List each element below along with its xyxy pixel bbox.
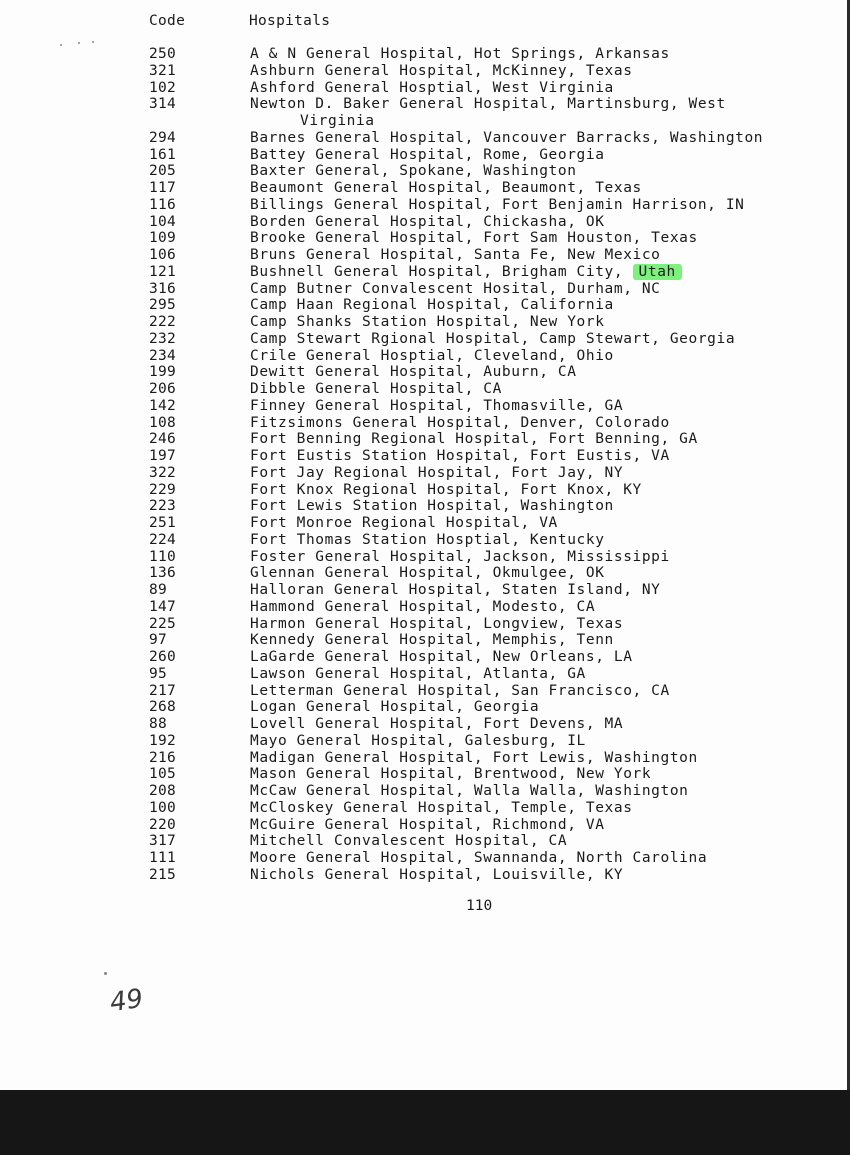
- hospital-name: [250, 683, 850, 700]
- hospital-code: 161: [149, 146, 177, 163]
- hospital-code: 208: [149, 783, 177, 799]
- hospital-name: [250, 46, 850, 63]
- table-row: [0, 147, 850, 164]
- hospital-name-text: Barnes General Hospital, Vancouver Barracks, Washington: [250, 129, 764, 146]
- hospital-code: 232: [149, 330, 177, 347]
- hospital-name: [250, 817, 850, 834]
- table-row: [0, 63, 850, 80]
- hospital-name-text: Fort Lewis Station Hospital, Washington: [250, 498, 614, 515]
- hospital-name-text: Dibble General Hospital, CA: [250, 381, 502, 397]
- hospital-code: 88: [149, 716, 168, 732]
- table-row: [0, 96, 850, 130]
- table-row: [0, 599, 850, 616]
- table-row: [0, 515, 850, 532]
- hospital-code: 199: [149, 364, 177, 381]
- hospital-code: 295: [149, 297, 177, 314]
- hospital-name-text: Fort Benning Regional Hospital, Fort Benning, GA: [250, 431, 698, 448]
- hospital-name-text: Camp Shanks Station Hospital, New York: [250, 314, 605, 330]
- table-row: [0, 716, 850, 733]
- hospital-name-text: Crile General Hosptial, Cleveland, Ohio: [250, 347, 614, 364]
- hospital-name-text: McCaw General Hospital, Walla Walla, Washington: [250, 783, 689, 799]
- table-row: [0, 364, 850, 381]
- hospital-name: [250, 163, 850, 180]
- hospital-name-text: Fort Jay Regional Hospital, Fort Jay, NY: [250, 464, 624, 481]
- hospital-name-text: Beaumont General Hospital, Beaumont, Texas: [250, 180, 642, 196]
- hospital-code: 215: [149, 866, 177, 883]
- table-row: [0, 180, 850, 197]
- page-number: 110: [466, 898, 493, 914]
- table-row: [0, 683, 850, 700]
- table-row: [0, 616, 850, 633]
- table-row: [0, 817, 850, 834]
- hospital-code: 217: [149, 682, 177, 699]
- hospital-name-text: Mitchell Convalescent Hospital, CA: [250, 833, 568, 850]
- scan-speck: [92, 41, 94, 43]
- hospital-name: [250, 130, 850, 147]
- table-row: [0, 448, 850, 465]
- table-row: [0, 833, 850, 850]
- hospital-name-text: Fitzsimons General Hospital, Denver, Colorado: [250, 414, 670, 431]
- hospital-name: [250, 264, 850, 281]
- hospital-name: [250, 649, 850, 666]
- hospital-name-text: A & N General Hospital, Hot Springs, Arkansas: [250, 46, 670, 62]
- hospital-name-text: Ashburn General Hospital, McKinney, Texas: [250, 62, 633, 79]
- hospital-name-text: Glennan General Hospital, Okmulgee, OK: [250, 565, 605, 582]
- hospital-name-text: Fort Thomas Station Hosptial, Kentucky: [250, 531, 605, 548]
- hospital-code: 251: [149, 515, 177, 531]
- hospital-code: 110: [149, 548, 177, 565]
- hospital-code: 314: [149, 96, 177, 113]
- table-row: [0, 766, 850, 783]
- table-row: [0, 130, 850, 147]
- table-row: [0, 532, 850, 549]
- hospital-name-text: Kennedy General Hospital, Memphis, Tenn: [250, 632, 614, 649]
- hospital-code: 216: [149, 749, 177, 766]
- hospital-code: 222: [149, 314, 177, 330]
- table-row: [0, 381, 850, 398]
- hospital-code: 220: [149, 816, 177, 833]
- hospital-name-text: Moore General Hospital, Swannanda, North Carolina: [250, 850, 708, 866]
- hospital-name: [250, 515, 850, 532]
- hospital-name: [250, 297, 850, 314]
- hospital-name-text: Hammond General Hospital, Modesto, CA: [250, 598, 596, 615]
- table-row: [0, 565, 850, 582]
- hospital-name-text: Madigan General Hospital, Fort Lewis, Washington: [250, 749, 698, 766]
- table-row: [0, 247, 850, 264]
- hospital-name: [250, 415, 850, 432]
- hospital-name: [250, 582, 850, 599]
- highlighted-state: Utah: [633, 264, 682, 280]
- hospital-name: [250, 498, 850, 515]
- hospital-name: [250, 699, 850, 716]
- hospital-name: [250, 247, 850, 264]
- hospital-name: [250, 616, 850, 633]
- hospital-name: [250, 331, 850, 348]
- hospital-name-text: Nichols General Hospital, Louisville, KY: [250, 866, 624, 883]
- code-column-header: Code: [149, 13, 186, 29]
- table-row: [0, 398, 850, 415]
- table-row: [0, 264, 850, 281]
- table-row: [0, 281, 850, 298]
- hospital-name: [250, 197, 850, 214]
- scan-speck: [60, 44, 62, 46]
- hospital-code: 224: [149, 531, 177, 548]
- hospital-name-text: Camp Stewart Rgional Hospital, Camp Stewart, Georgia: [250, 330, 736, 347]
- table-row: [0, 549, 850, 566]
- hospital-name: [250, 549, 850, 566]
- hospital-name: [250, 716, 850, 733]
- hospital-code: 229: [149, 481, 177, 498]
- hospital-name-text: Ashford General Hosptial, West Virginia: [250, 79, 614, 96]
- table-row: [0, 582, 850, 599]
- hospital-code: 136: [149, 565, 177, 582]
- hospital-code: 105: [149, 766, 177, 783]
- hospital-code: 234: [149, 347, 177, 364]
- hospital-code: 106: [149, 247, 177, 263]
- hospital-name: [250, 431, 850, 448]
- hospital-name: [250, 850, 850, 867]
- table-row: [0, 163, 850, 180]
- hospital-name-text: McGuire General Hospital, Richmond, VA: [250, 816, 605, 833]
- hospital-name-text: McCloskey General Hospital, Temple, Texas: [250, 799, 633, 816]
- hospital-name-text: Camp Haan Regional Hospital, California: [250, 297, 614, 314]
- hospital-name: [250, 733, 850, 750]
- hospital-name: [250, 532, 850, 549]
- hospital-name: [250, 766, 850, 783]
- hospital-code: 197: [149, 448, 177, 464]
- hospital-name: [250, 482, 850, 499]
- hospital-code: 317: [149, 833, 177, 850]
- table-row: [0, 331, 850, 348]
- hospital-name-continuation: Virginia: [300, 113, 375, 129]
- table-row: [0, 649, 850, 666]
- table-row: [0, 699, 850, 716]
- scan-speck: [104, 972, 107, 975]
- table-row: [0, 867, 850, 884]
- table-row: [0, 197, 850, 214]
- hospital-code: 260: [149, 649, 177, 665]
- table-row: [0, 297, 850, 314]
- hospital-name-text: Billings General Hospital, Fort Benjamin Harrison, IN: [250, 196, 745, 213]
- hospital-name: [250, 281, 850, 298]
- table-row: [0, 415, 850, 432]
- table-row: [0, 348, 850, 365]
- hospital-code: 316: [149, 280, 177, 297]
- table-row: [0, 800, 850, 817]
- hospital-code: 142: [149, 397, 177, 414]
- hospital-name: [250, 632, 850, 649]
- hospital-name-text: Baxter General, Spokane, Washington: [250, 163, 577, 180]
- hospital-name: [250, 214, 850, 231]
- hospital-code: 97: [149, 632, 168, 649]
- hospital-name-text: Lawson General Hospital, Atlanta, GA: [250, 665, 586, 682]
- hospital-code: 102: [149, 79, 177, 96]
- hospital-name: [250, 398, 850, 415]
- hospital-name: [250, 565, 850, 582]
- table-row: [0, 783, 850, 800]
- hospital-name: [250, 599, 850, 616]
- hospital-name-text: Finney General Hospital, Thomasville, GA: [250, 397, 624, 414]
- hospitals-column-header: Hospitals: [249, 13, 331, 29]
- hospital-name-text: Bruns General Hospital, Santa Fe, New Mexico: [250, 247, 661, 263]
- hospital-name-text: Fort Knox Regional Hospital, Fort Knox, KY: [250, 481, 642, 498]
- hospital-name-text: Foster General Hospital, Jackson, Mississippi: [250, 548, 670, 565]
- hospital-name-text: Brooke General Hospital, Fort Sam Houston, Texas: [250, 230, 698, 247]
- hospital-code: 95: [149, 665, 168, 682]
- table-row: [0, 80, 850, 97]
- hospital-name-text: Harmon General Hospital, Longview, Texas: [250, 615, 624, 632]
- hospital-code: 109: [149, 230, 177, 247]
- hospital-code: 225: [149, 615, 177, 632]
- hospital-code: 100: [149, 799, 177, 816]
- hospital-name-text: Camp Butner Convalescent Hosital, Durham, NC: [250, 280, 661, 297]
- scan-bottom-edge: [0, 1090, 850, 1155]
- table-row: [0, 666, 850, 683]
- table-row: [0, 465, 850, 482]
- hospital-name-text: Mason General Hospital, Brentwood, New York: [250, 766, 652, 783]
- hospital-code: 322: [149, 464, 177, 481]
- hospital-name: [250, 348, 850, 365]
- hospital-code: 205: [149, 163, 177, 180]
- hospital-code: 294: [149, 129, 177, 146]
- hospital-code: 104: [149, 213, 177, 230]
- hospital-code: 108: [149, 414, 177, 431]
- table-row: [0, 214, 850, 231]
- hospital-code: 246: [149, 431, 177, 448]
- table-row: [0, 230, 850, 247]
- hospital-name: [250, 80, 850, 97]
- hospital-list: [0, 46, 850, 884]
- hospital-name-text: Battey General Hospital, Rome, Georgia: [250, 146, 605, 163]
- hospital-name: [250, 833, 850, 850]
- table-row: [0, 850, 850, 867]
- hospital-name-text: Letterman General Hospital, San Francisco, CA: [250, 682, 670, 699]
- hospital-name: [250, 750, 850, 767]
- table-row: [0, 733, 850, 750]
- handwritten-note: 49: [108, 983, 146, 1019]
- hospital-name: [250, 63, 850, 80]
- hospital-name: [250, 800, 850, 817]
- hospital-code: 111: [149, 850, 177, 866]
- hospital-name: [250, 314, 850, 331]
- hospital-name-text: Fort Monroe Regional Hospital, VA: [250, 515, 558, 531]
- hospital-code: 192: [149, 732, 177, 749]
- hospital-name: [250, 666, 850, 683]
- table-row: [0, 314, 850, 331]
- hospital-code: 268: [149, 699, 177, 716]
- hospital-name: [250, 448, 850, 465]
- hospital-name-text: Mayo General Hospital, Galesburg, IL: [250, 732, 586, 749]
- table-row: [0, 46, 850, 63]
- hospital-name-text: Halloran General Hospital, Staten Island, NY: [250, 582, 661, 598]
- hospital-name: [250, 96, 850, 130]
- hospital-code: 206: [149, 381, 177, 397]
- table-row: [0, 498, 850, 515]
- hospital-name: [250, 381, 850, 398]
- hospital-name-text: Logan General Hospital, Georgia: [250, 699, 540, 716]
- hospital-code: 147: [149, 598, 177, 615]
- table-row: [0, 431, 850, 448]
- hospital-code: 121: [149, 263, 177, 280]
- hospital-name-text: Lovell General Hospital, Fort Devens, MA: [250, 716, 624, 732]
- hospital-name-text: Dewitt General Hospital, Auburn, CA: [250, 364, 577, 381]
- hospital-name: [250, 867, 850, 884]
- hospital-name-text: Bushnell General Hospital, Brigham City,: [250, 263, 633, 280]
- scan-speck: [78, 42, 80, 44]
- hospital-code: 116: [149, 196, 177, 213]
- hospital-code: 250: [149, 46, 177, 62]
- hospital-name: [250, 147, 850, 164]
- hospital-name: [250, 180, 850, 197]
- hospital-name: [250, 465, 850, 482]
- table-row: [0, 750, 850, 767]
- hospital-name-text: LaGarde General Hospital, New Orleans, LA: [250, 649, 633, 665]
- hospital-name: [250, 230, 850, 247]
- hospital-name: [250, 783, 850, 800]
- hospital-code: 223: [149, 498, 177, 515]
- hospital-name-text: Fort Eustis Station Hospital, Fort Eustis, VA: [250, 448, 670, 464]
- hospital-code: 321: [149, 62, 177, 79]
- table-row: [0, 632, 850, 649]
- hospital-name-text: Newton D. Baker General Hospital, Martinsburg, West: [250, 96, 726, 113]
- hospital-code: 89: [149, 582, 168, 598]
- hospital-name-text: Borden General Hospital, Chickasha, OK: [250, 213, 605, 230]
- hospital-name: [250, 364, 850, 381]
- hospital-code: 117: [149, 180, 177, 196]
- table-row: [0, 482, 850, 499]
